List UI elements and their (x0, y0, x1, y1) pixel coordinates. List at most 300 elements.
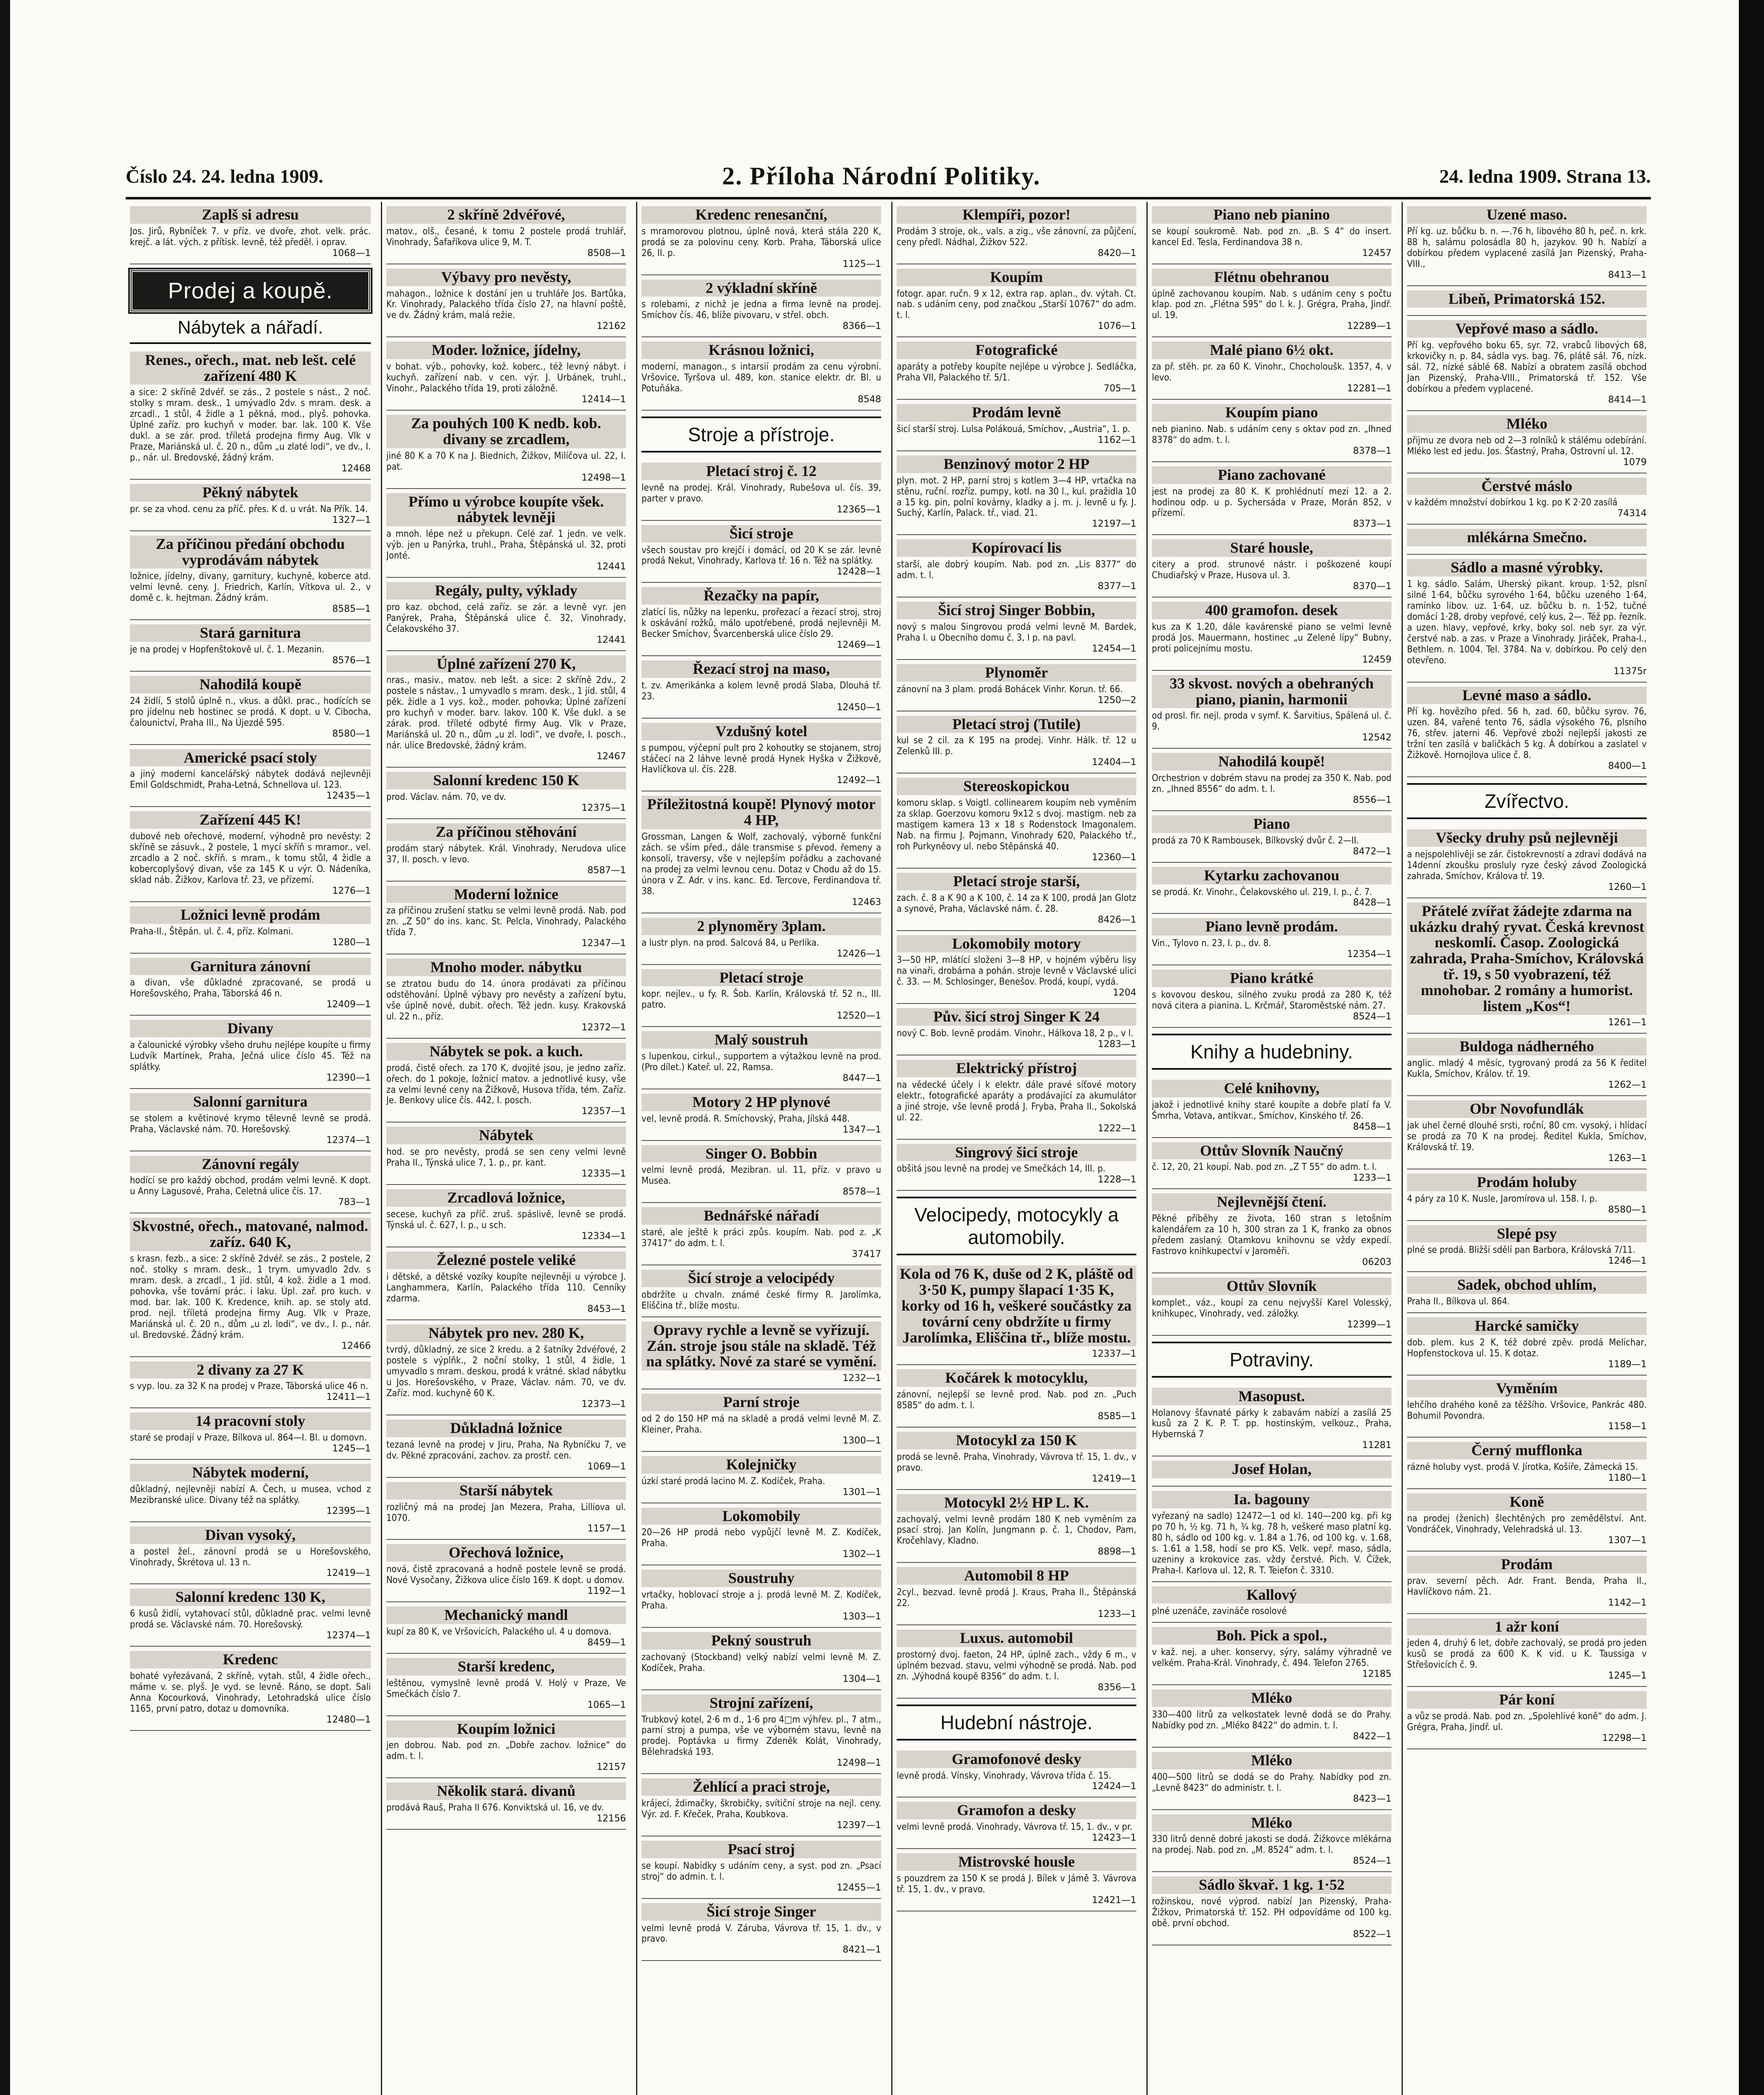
classified-ad (1152, 535, 1392, 597)
ad-title: Automobil 8 HP (897, 1567, 1136, 1585)
ad-body: prostorný dvoj. faeton, 24 HP, úplně zach., vždy 6 m., v úplném bezvad. stavu, velmi výhodně se prodá. Nab. pod zn. „Výhodná koupě 8356“ do adm. t. l. (897, 1649, 1136, 1682)
ad-code: 12397—1 (837, 1820, 881, 1831)
classified-ad (1407, 1489, 1647, 1552)
ad-title: Staré housle, (1152, 539, 1392, 557)
classified-ad (897, 1261, 1136, 1365)
ad-title: Boh. Pick a spol., (1152, 1627, 1392, 1645)
ad-title: Piano krátké (1152, 970, 1392, 987)
ad-body: rázné holuby vyst. prodá V. Jírotka, Košíře, Zámecká 15. (1407, 1462, 1638, 1473)
ad-title: Ia. bagouny (1152, 1491, 1392, 1508)
ad-title: Kočárek k motocyklu, (897, 1369, 1136, 1387)
ad-body: s pouzdrem za 150 K se prodá J. Bílek v Jámě 3. Vávrova tř. 15, 1. dv., v pravo. (897, 1873, 1136, 1895)
classified-ad (130, 1584, 371, 1647)
ad-code: 12457 (1362, 248, 1392, 259)
ad-body: vel, levně prodá. R. Smíchovský, Praha, Jílská 448. (641, 1113, 850, 1124)
ad-code: 12480—1 (326, 1714, 371, 1725)
ad-code: 8413—1 (1608, 269, 1647, 280)
ad-title: Nahodilá koupě! (1152, 753, 1392, 771)
ad-code: 12421—1 (1092, 1895, 1136, 1906)
classified-ad (897, 264, 1136, 338)
ad-body: a sice: 2 skříně 2dvéř. se zás., 2 postele s nást., 2 noč. stolky s mram. desk., 1 umývadlo 2dv. s mram. desk. a zrcadl., 1 stůl, 4 židle a 1 pěkná, mod., plyš. pohovka. Úplné zaříz. pro kuchyň v moder. bar. lak. 100 K. Vše dukl. a se zár. prod. tříletá prodejna firmy Aug. Vlk v Praze, Mariánská ul. č. 20 n., dům „u zlaté lodi“, ve dv., I. p., nár. ul. Bredovské, žádný krám. (130, 387, 371, 463)
ad-body: t. zv. Amerikánka a kolem levně prodá Slaba, Dlouhá tř. 23. (641, 680, 881, 702)
ad-title: Obr Novofundlák (1407, 1100, 1647, 1118)
ad-body: Holanovy šťavnaté párky k zabavám nabízí a zasílá 25 kusů za 2 K. P. T. pp. hostinským, velkouz., Praha, Hybernská 7 (1152, 1407, 1392, 1440)
ad-body: 400—500 litrů se dodá se do Prahy. Nabídky pod zn. „Levně 8423“ do administr. t. l. (1152, 1772, 1392, 1793)
ad-title: Garnitura zánovní (130, 958, 371, 975)
ad-body: Grossman, Langen & Wolf, zachovalý, výborně funkční zách. se všim před., dále transmise s převod. řemeny a konsolí, traversy, vše v nejlepším pořádku a zachované na prodej za velmi levnou cenu. Dotaz v Chodu až do 15. února v Z. Adr. v ins. kanc. Ed. Tercove, Ferdinandova tř. 38. (641, 832, 881, 897)
ad-title: Plynoměr (897, 664, 1136, 682)
ad-code: 1180—1 (1608, 1473, 1647, 1484)
ad-title: Koně (1407, 1493, 1647, 1511)
ad-title: Prodám holuby (1407, 1174, 1647, 1191)
ad-title: Za pouhých 100 K nedb. kob. divany se zrcadlem, (386, 415, 626, 448)
ad-code: 12365—1 (837, 504, 881, 515)
ad-title: Prodám (1407, 1556, 1647, 1573)
ad-body: kopr. nejlev., u fy. R. Šob. Karlín, Královská tř. 52 n., III. patro. (641, 989, 881, 1011)
ad-title: Kytarku zachovanou (1152, 867, 1392, 885)
ad-code: 1280—1 (332, 937, 371, 948)
ad-title: Slepé psy (1407, 1225, 1647, 1243)
ad-code: 37417 (852, 1249, 881, 1260)
ad-title: Kolejničky (641, 1456, 881, 1474)
ad-code: 1260—1 (1608, 882, 1647, 892)
ad-code: 12374—1 (326, 1630, 371, 1641)
page-info: 24. ledna 1909. Strana 13. (1439, 165, 1651, 187)
classified-ad (1407, 525, 1647, 555)
section-heading: Velocipedy, motocykly a automobily. (897, 1197, 1136, 1255)
ad-code: 12520—1 (837, 1011, 881, 1022)
ad-code: 1327—1 (332, 515, 371, 525)
classified-ad (1152, 965, 1392, 1028)
ad-title: Šicí stroje (641, 525, 881, 543)
ad-title: Salonní kredenc 130 K, (130, 1588, 371, 1606)
ad-title: Kredenc (130, 1651, 371, 1668)
ad-body: a mnoh. lépe než u překupn. Celé zař. 1 jedn. ve velk. výb. jen u Panýrka, truhl., Praha, Štěpánská ul. 32, proti Jonté. (386, 529, 626, 561)
ad-body: prod. Václav. nám. 70, ve dv. (386, 791, 506, 802)
classified-ad (1152, 597, 1392, 671)
ad-title: Bednářské nářadí (641, 1207, 881, 1225)
ad-body: tvrdý, důkladný, ze sice 2 kredu. a 2 šatníky 2dvéřové, 2 postele s výplňk., 2 noční stolky, 1 stůl, 4 židle, 1 umyvadlo s mram. deskou, prodá k vrátné. sklad nábytku u Jos. Horešovského, v Praze, Václav. nám. 70, ve dv. Zaříz. mod. kuchyně 60 K. (386, 1345, 626, 1399)
classified-ad (386, 489, 626, 578)
classified-ad (1407, 1034, 1647, 1096)
ad-title: Prodám levně (897, 404, 1136, 422)
ad-title: Uzené maso. (1407, 206, 1647, 224)
ad-body: nový C. Bob. levně prodám. Vinohr., Hálkova 18, 2 p., v l. (897, 1028, 1133, 1039)
ad-body: Pří kg. vepřového boku 65, syr. 72, vrabců libových 68, krkovičky n. p. 84, sádla vys. bag. 76, plátě sál. 76, nízk. sál. 72, nízké sáblé 68. Nabízí a obratem zasílá obchod Jan Pizenský, Praha-VIII., Primatorská tř. 152. Vše dobírkou a předem vyplacené. (1407, 340, 1647, 395)
ad-title: Celé knihovny, (1152, 1080, 1392, 1097)
ad-code: 1246—1 (1608, 1256, 1647, 1267)
classified-ad (386, 1039, 626, 1123)
classified-ad (897, 1849, 1136, 1911)
ad-title: Piano (1152, 815, 1392, 833)
ad-body: plné uzenáče, zavináče rosolové (1152, 1606, 1287, 1617)
ad-code: 12455—1 (837, 1882, 881, 1893)
column-2 (381, 202, 630, 2095)
ad-code: 1261—1 (1608, 1017, 1647, 1028)
classified-ad (641, 202, 881, 275)
ad-title: Salonní kredenc 150 K (386, 772, 626, 789)
ad-title: Ložnici levně prodám (130, 906, 371, 924)
classified-ad (641, 1203, 881, 1265)
ad-body: s pumpou, výčepní pult pro 2 kohoutky se stojanem, stroj stáčecí na 2 láhve levně prodá Hynek Hyška v Žižkově, Havlíčkova ul. čís. 228. (641, 742, 881, 775)
ad-body: citery a prod. strunové nástr. i poškozené koupí Chudiařský v Praze, Husova ul. 3. (1152, 559, 1392, 581)
ad-code: 8447—1 (843, 1073, 881, 1084)
ad-body: s rolebami, z nichž je jedna a firma levně na prodej. Smíchov čís. 46, blíže pivovaru, v střel. obch. (641, 299, 881, 321)
ad-title: Singer O. Bobbin (641, 1145, 881, 1163)
ad-code: 1192—1 (587, 1586, 626, 1597)
ad-title: Výbavy pro nevěsty, (386, 269, 626, 286)
ad-code: 11281 (1362, 1440, 1392, 1451)
ad-title: Vepřové maso a sádlo. (1407, 320, 1647, 338)
ad-body: Pří kg. hovězího před. 56 h, zad. 60, bůčku syrov. 76, uzen. 84, vařené tento 76, sádla výsokého 76, plsního 76, střev. jaterni 46. Vepřové zboží nejlepší jakosti ze tržní ten zasílá v baličkách 5 kg. Á dobírkou a zaslatel v Žižkově. Hornojlova ulice č. 8. (1407, 706, 1647, 761)
classified-ad (130, 202, 371, 264)
ad-body: secese, kuchyň za příč. zruš. spáslivě, levně se prodá. Týnská ul. č. 627, I. p., u sch. (386, 1209, 626, 1231)
ad-code: 12467 (597, 751, 626, 762)
ad-title: Několik stará. divanů (386, 1782, 626, 1800)
classified-ad (897, 1490, 1136, 1563)
ad-title: Parní stroje (641, 1394, 881, 1411)
ad-code: 1157—1 (587, 1523, 626, 1534)
ad-title: Starší nábytek (386, 1482, 626, 1500)
ad-code: 1245—1 (1608, 1671, 1647, 1681)
ad-title: Sádlo a masné výrobky. (1407, 559, 1647, 577)
ad-title: Pletací stroj (Tutile) (897, 716, 1136, 733)
section-banner: Prodej a koupě. (130, 269, 371, 312)
classified-ad (1152, 1487, 1392, 1582)
column-5 (1146, 202, 1396, 2095)
ad-body: Pří kg. uz. bůčku b. n. —.76 h, libového 80 h, peč. n. krk. 88 h, salámu polosádla 80 h, jazykov. 90 h. Nabízí a dobírkou předem vyplacené zasílá Jan Pizenský, Praha-VIII., (1407, 226, 1647, 269)
ad-title: Skvostné, ořech., matované, nalmod. zaříz. 640 K, (130, 1218, 371, 1251)
classified-ad (386, 264, 626, 338)
ad-code: 8472—1 (1353, 846, 1392, 857)
classified-ad (1407, 411, 1647, 473)
ad-title: Všecky druhy psů nejlevněji (1407, 829, 1647, 847)
classified-ad (130, 1647, 371, 1731)
ad-title: Moderní ložnice (386, 886, 626, 903)
ad-code: 8524—1 (1353, 1856, 1392, 1867)
ad-title: Důkladná ložnice (386, 1420, 626, 1437)
ad-code: 1069—1 (587, 1461, 626, 1472)
classified-ad (897, 1746, 1136, 1798)
ad-title: Motocykl za 150 K (897, 1432, 1136, 1449)
classified-ad (897, 1798, 1136, 1849)
classified-ad (641, 791, 881, 913)
classified-ad (641, 1452, 881, 1503)
ad-code: 1283—1 (1098, 1039, 1136, 1050)
ad-code: 12441 (597, 634, 626, 645)
ad-title: Mistrovské housle (897, 1853, 1136, 1871)
classified-ad (641, 521, 881, 583)
ad-code: 12459 (1362, 654, 1392, 665)
ad-title: Za příčinou stěhování (386, 823, 626, 841)
ad-body: Praha-II., Štěpán. ul. č. 4, příz. Kolmani. (130, 926, 294, 937)
ad-title: Opravy rychle a levně se vyřizují. Zán. stroje jsou stále na skladě. Též na splátky. Nové za staré se vymění. (641, 1322, 881, 1371)
classified-ad (386, 1320, 626, 1415)
ad-title: Pletací stroje starší, (897, 873, 1136, 890)
ad-body: 3—50 HP, mlátící složeni 3—8 HP, v hojném výběru lisy na vinaři, drobárna a pohán. stroje levně v Václavské ulici č. 33. — M. Schlosinger, Benešov. Prodá, koupí, vydá. (897, 955, 1136, 988)
ad-title: mlékárna Smečno. (1407, 529, 1647, 546)
ad-body: a divan, vše důkladné zpracované, se prodá u Horešovského, Praha, Táborská 46 n. (130, 978, 371, 999)
ad-title: Benzinový motor 2 HP (897, 455, 1136, 473)
classified-ad (386, 768, 626, 819)
classified-ad (1407, 683, 1647, 778)
classified-ad (386, 1654, 626, 1716)
column-4 (891, 202, 1141, 2095)
ad-code: 8423—1 (1353, 1793, 1392, 1804)
ad-body: prodá, čistě ořech. za 170 K, dvojité jsou, je jedno zaříz. ořech. do 1 pokoje, ložnicí matov. a jednotlivé kusy, vše za velmi levné ceny na Žižkově, Husova třída, tém. Zaříz. Je. Benkovy ulice čís. 442, I. posch. (386, 1063, 626, 1106)
classified-ad (1407, 898, 1647, 1034)
ad-title: Koupím piano (1152, 404, 1392, 422)
ad-body: prodá se levně. Praha, Vinohrady, Vávrova tř. 15, 1. dv., v pravo. (897, 1451, 1136, 1473)
classified-ad (1407, 1221, 1647, 1273)
ad-body: za příčinou zrušení statku se velmi levně prodá. Nab. pod zn. „Z 50“ do ins. kanc. St. Pelcla, Vinohrady, Palackého třída 7. (386, 905, 626, 938)
classified-ad (1152, 863, 1392, 914)
section-heading: Hudební nástroje. (897, 1704, 1136, 1741)
ad-title: Ottův Slovník (1152, 1278, 1392, 1295)
ad-code: 1245—1 (332, 1443, 371, 1454)
ad-code: 8414—1 (1608, 394, 1647, 405)
ad-body: Jos. Jirů, Rybníček 7. v příz. ve dvoře, zhot. velk. prác. krejč. a lát. vých. z přítisk. levně, též předěl. i oprav. (130, 226, 371, 248)
ad-code: 12424—1 (1092, 1781, 1136, 1792)
classified-ad (1407, 555, 1647, 682)
ad-body: tezaná levně na prodej v Jiru, Praha, Na Rybníčku 7, ve dv. Pěkné zpracování, zachov. za prostř. cen. (386, 1439, 626, 1461)
classified-ad (641, 583, 881, 656)
ad-title: Řezačky na papír, (641, 587, 881, 605)
ad-code: 12466 (341, 1340, 371, 1351)
ad-code: 12399—1 (1347, 1319, 1392, 1330)
classified-ad (641, 1089, 881, 1141)
ad-title: Nábytek (386, 1127, 626, 1144)
ad-code: 8587—1 (587, 865, 626, 876)
ad-body: úplně zachovanou koupím. Nab. s udáním ceny s počtu klap. pod zn. „Flétna 595“ do l. k. J. Grégra, Praha, Jindř. ul. 19. (1152, 288, 1392, 321)
classified-ad (897, 597, 1136, 660)
ad-code: 8585—1 (332, 604, 371, 615)
ad-title: 2 divany za 27 K (130, 1361, 371, 1379)
ad-code: 06203 (1362, 1257, 1392, 1267)
ad-body: 330 litrů denně dobré jakosti se dodá. Žižkovce mlékárna na prodej. Nab. pod zn. „M. 8524“ adm. t. l. (1152, 1834, 1392, 1856)
ad-title: 33 skvost. nových a obehraných piano, pianin, harmonii (1152, 675, 1392, 709)
ad-title: Vyměním (1407, 1380, 1647, 1397)
classified-ad (641, 1899, 881, 1961)
ad-title: Piano neb pianino (1152, 206, 1392, 224)
ad-body: zánovní, nejlepší se levně prod. Nab. pod zn. „Puch 8585“ do adm. t. l. (897, 1389, 1136, 1411)
ad-body: se prodá. Kr. Vinohr., Čelakovského ul. 219, I. p., č. 7. (1152, 887, 1373, 897)
classified-ad (897, 711, 1136, 774)
ad-body: s kovovou deskou, silného zvuku prodá za 280 K, též nová citera a pianina. L. Krčmář, Staroměstské nám. 27. (1152, 990, 1392, 1011)
ad-title: Levné maso a sádlo. (1407, 687, 1647, 704)
ad-code: 783—1 (338, 1197, 371, 1208)
ad-body: dob. plem. kus 2 K, též dobré zpěv. prodá Melichar, Hopfenstockova ul. 15. K dotaz. (1407, 1337, 1647, 1359)
ad-title: Šicí stroje Singer (641, 1903, 881, 1921)
classified-ad (386, 1247, 626, 1321)
ad-code: 1065—1 (587, 1699, 626, 1710)
classified-ad (1152, 400, 1392, 462)
ad-code: 8459—1 (587, 1637, 626, 1648)
ad-body: zachovaný (Stockband) velký nabízí velmi levně M. Z. Kodíček, Praha. (641, 1652, 881, 1673)
ad-title: 1 ažr koní (1407, 1618, 1647, 1636)
classified-ad (130, 902, 371, 954)
ad-code: 12469—1 (837, 640, 881, 651)
ad-body: s krasn. fezb., a sice: 2 skříně 2dvéř. se zás., 2 postele, 2 noč. stolky s mram. desk., 1 trym. umyvadlo 2dv. s mram. desk. a zrcadl., 1 jíd. stůl, 4 kož. židle a 1 mod. pohovka, vše tovární prác. i laku. Úpl. zař. pro kuch. v mod. bar. lak. 100 K. Kredence, knih. ap. se stoly atd. prod. nejl. tříletá prodejna firmy Aug. Vlk v Praze, Mariánská ul. č. 20 n., dům „u zl. lodi“, ve dv., I. p., nár. ul. Bredovské. Žádný krám. (130, 1253, 371, 1340)
ad-body: 2cyl., bezvad. levně prodá J. Kraus, Praha II., Štěpánská 22. (897, 1587, 1136, 1609)
ad-body: jak uhel černé dlouhé srsti, roční, 80 cm. vysoký, i hlídací se prodá za 70 K na prodej. Ředitel Kukla, Smíchov, Královská tř. 19. (1407, 1120, 1647, 1153)
ad-code: 1189—1 (1608, 1359, 1647, 1370)
ad-code: 1301—1 (843, 1487, 881, 1498)
classified-ad (130, 807, 371, 902)
ad-title: Přímo u výrobce koupíte všek. nábytek levněji (386, 493, 626, 527)
ad-title: Černý mufflonka (1407, 1442, 1647, 1459)
classified-ad (130, 1460, 371, 1522)
ad-title: Masopust. (1152, 1388, 1392, 1405)
classified-ad (386, 1716, 626, 1779)
ad-body: a jiný moderní kancelářský nábytek dodává nejlevněji Emil Goldschmidt, Praha-Letná, Schnellova ul. 123. (130, 769, 371, 791)
ad-body: Pěkné příběhy ze života, 160 stran s letošním kalendářem za 10 h, 300 stran za 1 K, franko za obnos předem zaslaný. Otamkovu knihovnu se vždy expedí. Fastrovo knihkupectví v Jaroměři. (1152, 1213, 1392, 1257)
classified-ad (386, 337, 626, 411)
ad-body: nový s malou Singrovou prodá velmi levně M. Bardek, Praha I. u Obecního domu č. 3, I p. na pavl. (897, 621, 1136, 643)
ad-code: 8377—1 (1098, 581, 1136, 592)
classified-ad (641, 656, 881, 719)
ad-code: 8580—1 (1608, 1204, 1647, 1215)
classified-ad (130, 1213, 371, 1357)
classified-ad (1152, 1623, 1392, 1685)
ad-body: vrtačky, hoblovací stroje a j. prodá levně M. Z. Kodíček, Praha. (641, 1590, 881, 1611)
ad-title: Fotografické (897, 341, 1136, 359)
ad-title: Zánovní regály (130, 1156, 371, 1173)
ad-code: 12492—1 (837, 775, 881, 786)
classified-ad (1407, 1313, 1647, 1376)
ad-title: Železné postele veliké (386, 1252, 626, 1269)
classified-ad (897, 1563, 1136, 1625)
classified-ad (130, 745, 371, 807)
classified-ad (1152, 202, 1392, 264)
ad-title: Sadek, obchod uhlím, (1407, 1276, 1647, 1294)
ad-code: 12428—1 (837, 566, 881, 577)
ad-code: 12374—1 (326, 1135, 371, 1146)
ad-code: 12423—1 (1092, 1833, 1136, 1844)
classified-ad (1152, 914, 1392, 965)
classified-ad (1407, 825, 1647, 898)
classified-ad (386, 651, 626, 768)
classified-ad (1407, 473, 1647, 525)
ad-title: Nahodilá koupě (130, 676, 371, 693)
ad-body: 1 kg. sádlo. Salám, Uherský pikant. kroup. 1·52, plsní silné 1·64, bůčku syrového 1·64, bůčku uzeného 1·64, ramínko libov. uz. 1·64, uz. bůčku b. n. 1·52, tučné domácí 1·28, droby vepřové, celý kus, 2—. Též pp. řezník. a uzen. hlavy, vepřové, krky, boky sol. neb syr. za výr. čerstvé nab. a zas. v Praze a Vinohrady. Jiráček, Praha-I., Bethlem. n. 1004. Tel. 3784. Na v. dobírkou. Po celý den otevřeno. (1407, 579, 1647, 666)
ad-title: Lokomobily (641, 1508, 881, 1525)
ad-body: jeden 4, druhý 6 let, dobře zachovalý, se prodá pro jeden kusů se prodá za 600 K. K vid. u K. Taussiga v Střešovicích č. 9. (1407, 1638, 1647, 1671)
classified-ad (1152, 462, 1392, 535)
ad-title: Lokomobily motory (897, 935, 1136, 953)
classified-ad (1152, 1872, 1392, 1945)
classified-ad (897, 869, 1136, 931)
classified-ad (897, 1055, 1136, 1140)
scan-edge-left (0, 0, 10, 2095)
classified-ad (1152, 1810, 1392, 1873)
ad-title: Kola od 76 K, duše od 2 K, pláště od 3·50 K, pumpy šlapací 1·35 K, korky od 16 h, veškeré součástky za tovární ceny obdržíte u firmy Jarolímka, Eliščina tř., blíže mostu. (897, 1265, 1136, 1346)
classified-ad (1152, 671, 1392, 749)
classified-ad (1407, 202, 1647, 286)
classified-ad (386, 819, 626, 882)
ad-code: 12298—1 (1602, 1733, 1647, 1743)
ad-code: 1079 (1623, 457, 1647, 468)
ad-body: 4 páry za 10 K. Nusle, Jaromírova ul. 158. I. p. (1407, 1193, 1597, 1204)
column-3 (636, 202, 885, 2095)
ad-title: Gramofon a desky (897, 1802, 1136, 1819)
ad-body: je na prodej v Hopfenštokově ul. č. 1. Mezanin. (130, 644, 325, 655)
classified-ad (1152, 1076, 1392, 1138)
ad-title: Motocykl 2½ HP L. K. (897, 1494, 1136, 1512)
classified-ad (897, 400, 1136, 451)
ad-body: za př. stěh. pr. za 60 K. Vinohr., Chocholoušk. 1357, 4. v levo. (1152, 362, 1392, 383)
ad-body: velmi levně prodá. Vinohrady, Vávrova tř. 15, 1. dv., v pr. (897, 1822, 1133, 1833)
ad-code: 1304—1 (843, 1673, 881, 1684)
ad-title: Pár koní (1407, 1691, 1647, 1709)
ad-body: a čalounické výrobky všeho druhu nejlépe koupíte u firmy Ludvík Martínek, Praha, Ječná ulice číslo 45. Též na splátky. (130, 1040, 371, 1072)
ad-body: levně na prodej. Král. Vinohrady, Rubešova ul. čís. 39, parter v pravo. (641, 482, 881, 504)
classified-ad (1152, 1685, 1392, 1748)
ad-title: Čerstvé máslo (1407, 478, 1647, 495)
ad-body: krájecí, ždimačky, škrobičky, svítiční stroje na nejl. ceny. Výr. zd. F. Křeček, Praha, Koubkova. (641, 1798, 881, 1820)
ad-code: 1303—1 (843, 1611, 881, 1622)
ad-code: 12334—1 (582, 1231, 626, 1241)
ad-code: 1162—1 (1098, 435, 1136, 445)
ad-code: 12435—1 (326, 791, 371, 802)
classified-ad (386, 1123, 626, 1185)
ad-title: 2 skříně 2dvéřové, (386, 206, 626, 224)
ad-title: Americké psací stoly (130, 749, 371, 767)
ad-body: hodící se pro každý obchod, prodám velmi levně. K dopt. u Anny Lagusové, Praha, Celetná ulice čís. 17. (130, 1175, 371, 1197)
ad-body: od 2 do 150 HP má na skladě a prodá velmi levně M. Z. Kleiner, Praha. (641, 1413, 881, 1435)
ad-body: prodá za 70 K Rambousek, Bílkovský dvůr č. 2—II. (1152, 835, 1359, 846)
section-subheading: Nábytek a nářadí. (130, 315, 371, 344)
classified-ad (130, 480, 371, 531)
ad-body: zach. č. 8 a K 90 a K 100, č. 14 za K 100, prodá Jan Glotz a synové, Praha, Václavské nám. č. 28. (897, 892, 1136, 914)
ad-body: pr. se za vhod. cenu za příč. přes. K d. u vrát. Na Přík. 14. (130, 504, 368, 515)
classified-ad (386, 578, 626, 651)
ad-code: 12419—1 (1092, 1473, 1136, 1484)
classified-ad (1152, 1138, 1392, 1190)
classified-ad (1152, 1582, 1392, 1623)
ad-body: moderní, managon., s intarsií prodám za cenu výrobní. Vršovice, Tyršova ul. 489, kon. stanice elektr. dr. Bl. u Potuňáka. (641, 362, 881, 394)
ad-code: 12157 (597, 1762, 626, 1773)
ad-title: Flétnu obehranou (1152, 269, 1392, 286)
ad-code: 8548 (858, 394, 881, 405)
ad-code: 8585—1 (1098, 1411, 1136, 1422)
ad-title: Zrcadlová ložnice, (386, 1189, 626, 1207)
classified-ad (1152, 1384, 1392, 1457)
ad-title: Pekný soustruh (641, 1632, 881, 1650)
ad-code: 12409—1 (326, 999, 371, 1010)
classified-ad (1152, 749, 1392, 811)
section-heading: Potraviny. (1152, 1342, 1392, 1378)
ad-body: prodám starý nábytek. Král. Vinohrady, Nerudova ulice 37, II. posch. v levo. (386, 843, 626, 865)
ad-title: Žehlící a praci stroje, (641, 1778, 881, 1796)
page-header (126, 159, 1651, 193)
ad-body: v kaž. nej. a uher. konservy, sýry, salámy výhradně ve velkém. Praha-Král. Vinohrady, č. 494. Telefon 2765. (1152, 1647, 1392, 1669)
ad-title: Pěkný nábytek (130, 484, 371, 502)
classified-ad (130, 1357, 371, 1409)
ad-body: od prosl. fir. nejl. proda v symf. K. Šarvitius, Spálená ul. č. 9. (1152, 711, 1392, 732)
ad-code: 1125—1 (843, 259, 881, 269)
ad-body: komplet., váz., koupí za cenu nejvyšší Karel Volesský, knihkupec, Vinohrady, ved. záložky. (1152, 1297, 1392, 1319)
ad-body: prodává Rauš, Praha II 676. Konviktská ul. 16, ve dv. (386, 1803, 604, 1813)
classified-ad (1407, 1376, 1647, 1438)
ad-title: 14 pracovní stoly (130, 1412, 371, 1430)
classified-ad (641, 1389, 881, 1452)
ad-title: Krásnou ložnici, (641, 341, 881, 359)
ad-title: Mechanický mandl (386, 1606, 626, 1624)
classified-ad (130, 1408, 371, 1460)
ad-body: na vědecké účely i k elektr. dále pravé síťové motory elektr., fotografické aparáty a prodávající za akumulátor a jiné stroje, vše levně prodá J. Fryba, Praha II., Sokolská ul. 22. (897, 1079, 1136, 1123)
classified-ad (1152, 1456, 1392, 1487)
